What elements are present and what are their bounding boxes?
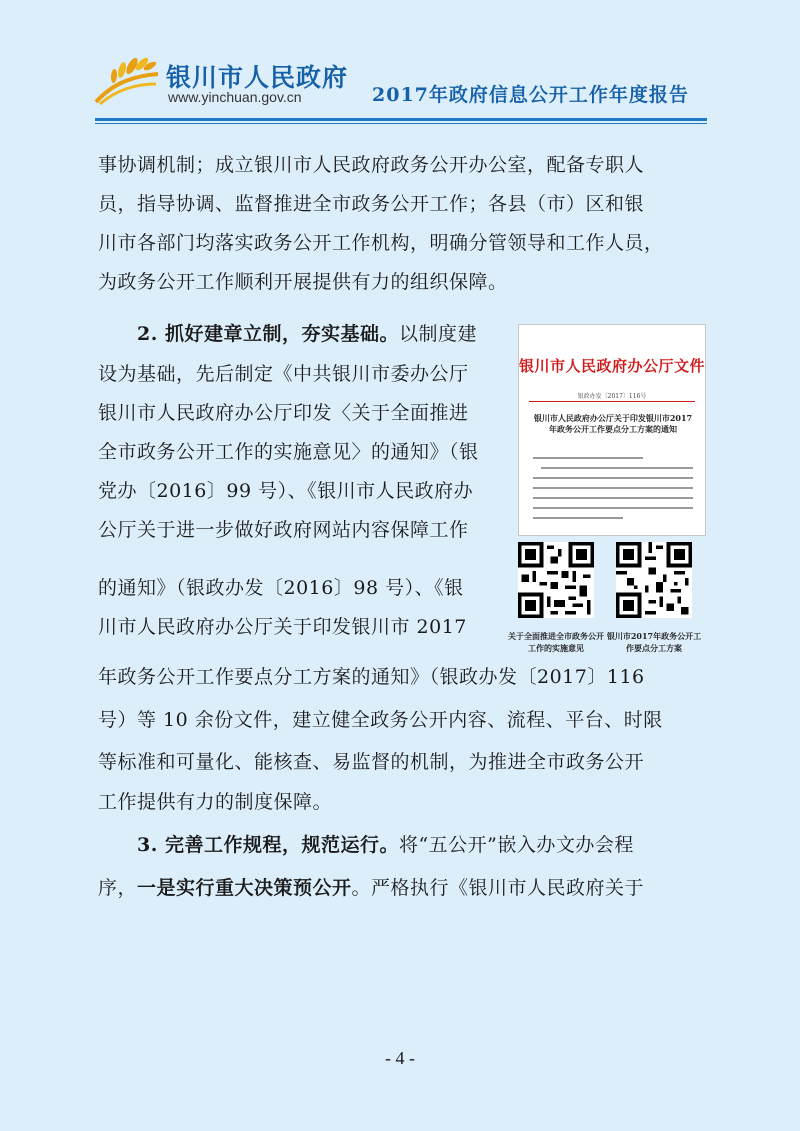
paragraph-line: 年政务公开工作要点分工方案的通知》（银政办发〔2017〕116	[98, 666, 645, 688]
document-title: 银川市人民政府办公厅关于印发银川市2017年政务公开工作要点分工方案的通知	[533, 413, 693, 434]
section-2-first-line	[137, 315, 477, 353]
section-2-heading: 2. 抓好建章立制，夯实基础。	[137, 323, 399, 345]
wheat-logo-icon	[92, 54, 160, 108]
page-header	[0, 0, 800, 128]
section-3-text: 将“五公开”嵌入办文办会程	[398, 834, 634, 856]
qr-code-icon[interactable]	[616, 542, 692, 618]
section-2-text: 以制度建	[398, 323, 477, 345]
paragraph-line: 号）等 10 余份文件，建立健全政务公开内容、流程、平台、时限	[98, 709, 663, 731]
section-3-heading: 3. 完善工作规程，规范运行。	[137, 834, 399, 856]
document-red-rule	[529, 401, 695, 402]
header-divider	[95, 118, 707, 121]
paragraph-line: 为政务公开工作顺利开展提供有力的组织保障。	[98, 271, 508, 293]
qr-caption: 关于全面推进全市政务公开工作的实施意见	[508, 631, 604, 653]
paragraph-line: 工作提供有力的制度保障。	[98, 791, 333, 813]
bold-phrase: 一是实行重大决策预公开	[137, 877, 352, 899]
document-header: 银川市人民政府办公厅文件	[519, 357, 706, 375]
paragraph-line: 川市各部门均落实政务公开工作机构，明确分管领导和工作人员，	[98, 232, 664, 254]
qr-caption: 银川市2017年政务公开工作要点分工方案	[606, 631, 702, 653]
site-name: 银川市人民政府	[166, 63, 349, 92]
paragraph-line: 银川市人民政府办公厅印发〈关于全面推进	[98, 402, 469, 424]
paragraph-line: 党办〔2016〕99 号）、《银川市人民政府办	[98, 480, 474, 502]
header-divider-thin	[95, 123, 707, 124]
document-number: 银政办发〔2017〕116号	[577, 393, 647, 400]
document-text-line	[533, 457, 643, 459]
document-text-line	[541, 467, 693, 469]
text-span: 序，	[98, 877, 138, 899]
paragraph-line: 公厅关于进一步做好政府网站内容保障工作	[98, 519, 469, 541]
document-text-line	[533, 497, 693, 499]
document-text-line	[533, 517, 623, 519]
paragraph-line: 等标准和可量化、能核查、易监督的机制，为推进全市政务公开	[98, 751, 645, 773]
section-3-second-line	[98, 869, 644, 907]
paragraph-line: 员，指导协调、监督推进全市政务公开工作；各县（市）区和银	[98, 193, 645, 215]
document-text-line	[533, 477, 693, 479]
page-number: - 4 -	[385, 1048, 415, 1068]
qr-code-icon[interactable]	[518, 542, 594, 618]
paragraph-line: 事协调机制；成立银川市人民政府政务公开办公室，配备专职人	[98, 154, 645, 176]
document-thumbnail	[518, 324, 706, 536]
section-3-first-line	[137, 826, 634, 864]
paragraph-line: 的通知》（银政办发〔2016〕98 号）、《银	[98, 577, 464, 599]
paragraph-line: 全市政务公开工作的实施意见〉的通知》（银	[98, 441, 479, 463]
document-text-line	[533, 487, 693, 489]
text-span: 。严格执行《银川市人民政府关于	[351, 877, 645, 899]
paragraph-line: 设为基础，先后制定《中共银川市委办公厅	[98, 363, 469, 385]
document-text-line	[533, 507, 693, 509]
site-url[interactable]: www.yinchuan.gov.cn	[168, 89, 302, 105]
document-figure	[508, 324, 706, 658]
paragraph-line: 川市人民政府办公厅关于印发银川市 2017	[98, 616, 467, 638]
report-title: 2017年政府信息公开工作年度报告	[372, 84, 689, 106]
